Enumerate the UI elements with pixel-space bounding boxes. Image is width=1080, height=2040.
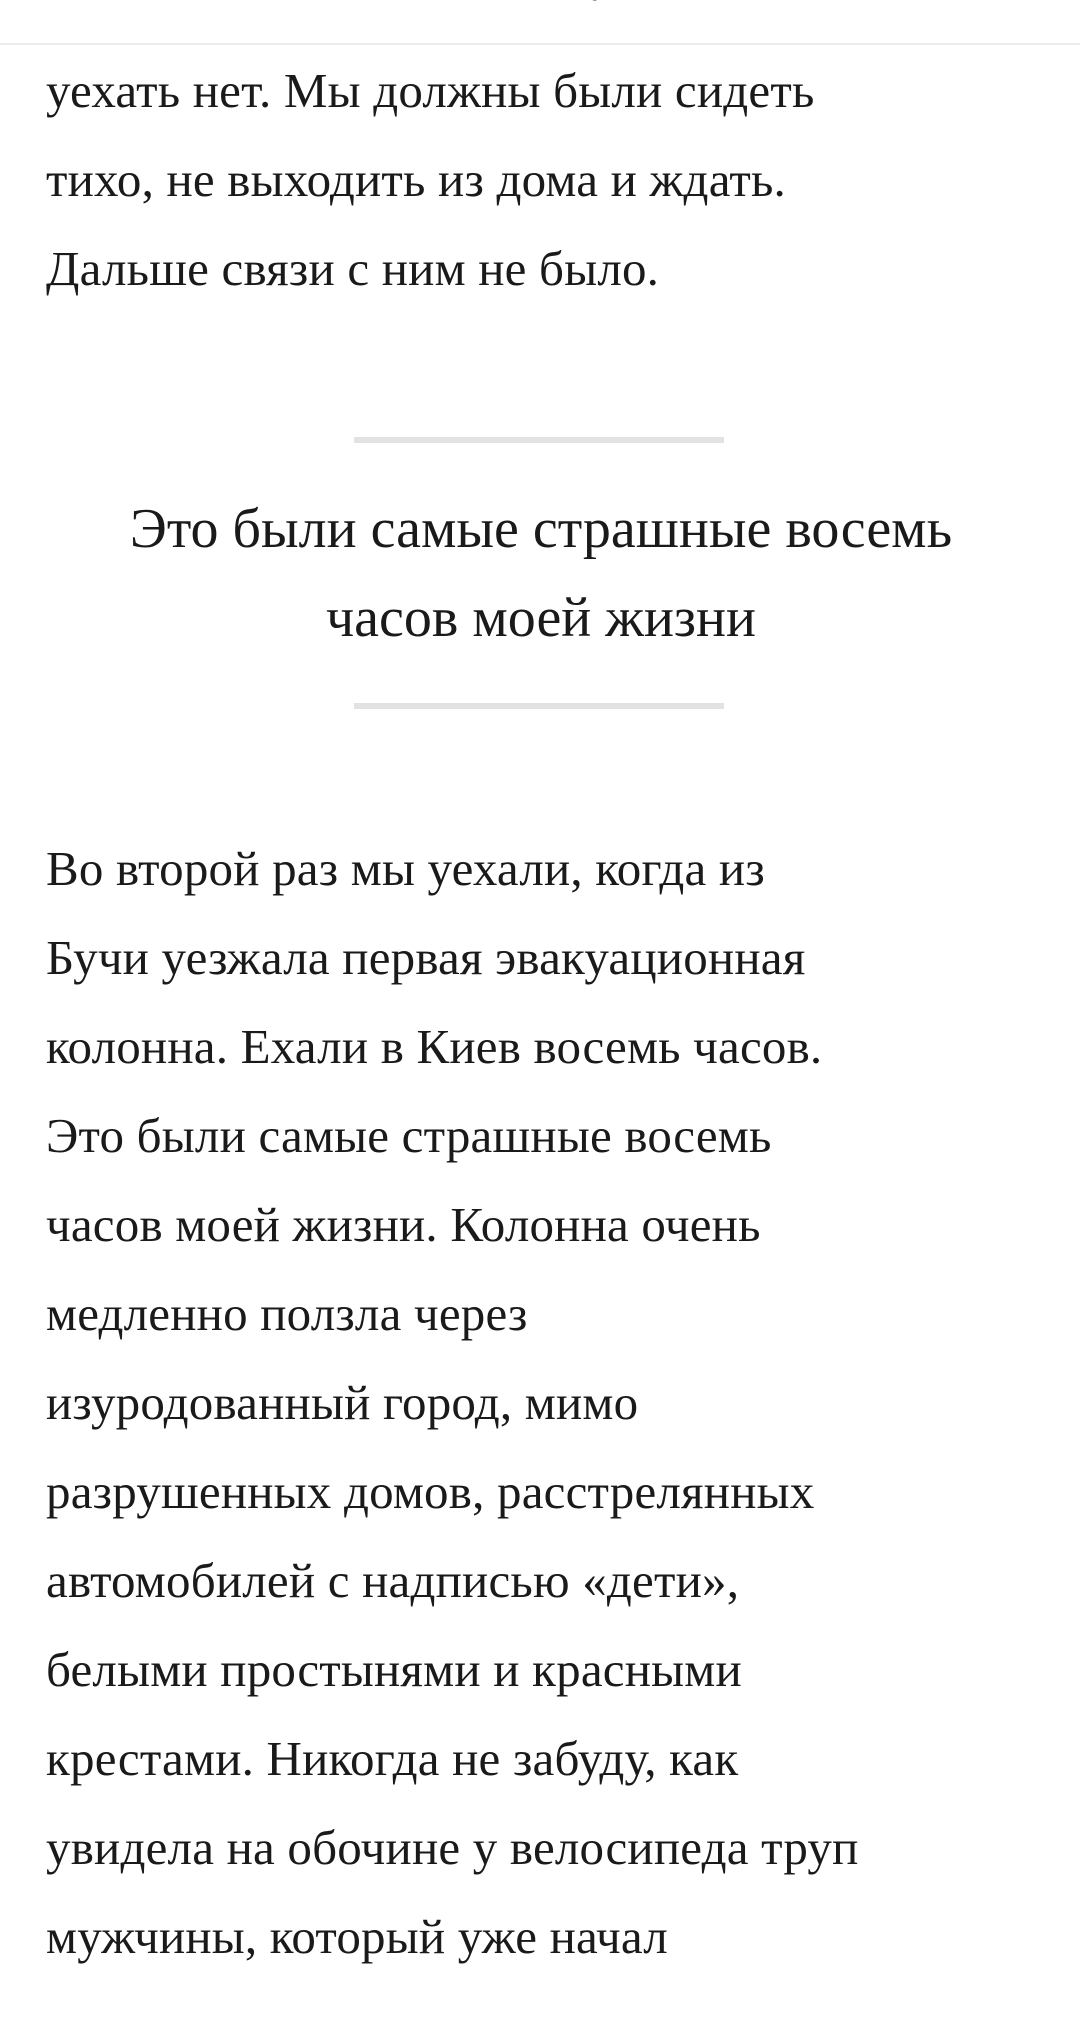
pull-quote-divider-top <box>354 437 724 443</box>
article-body <box>46 46 1036 1981</box>
site-logo-icon[interactable] <box>540 0 602 6</box>
pull-quote-divider-bottom <box>354 703 724 709</box>
article-paragraph: Во второй раз мы уехали, когда из Бучи уезжала первая эвакуационная колонна. Ехали в Киев восемь часов. Это были самые страшные восемь часов моей жизни. Колонна очень медленно ползла через изуродованный город, мимо разрушенных домов, расстрелянных автомобилей с надписью «дети», белыми простынями и красными крестами. Никогда не забуду, как увидела на обочине у велосипеда труп мужчины, который уже начал <box>46 841 859 1964</box>
article-paragraph: уехать нет. Мы должны были сидеть тихо, не выходить из дома и ждать. Дальше связи с ним не было. <box>46 63 815 296</box>
pull-quote: Это были самые страшные восемь часов моей жизни <box>129 498 953 649</box>
top-header-bar <box>0 0 1080 45</box>
